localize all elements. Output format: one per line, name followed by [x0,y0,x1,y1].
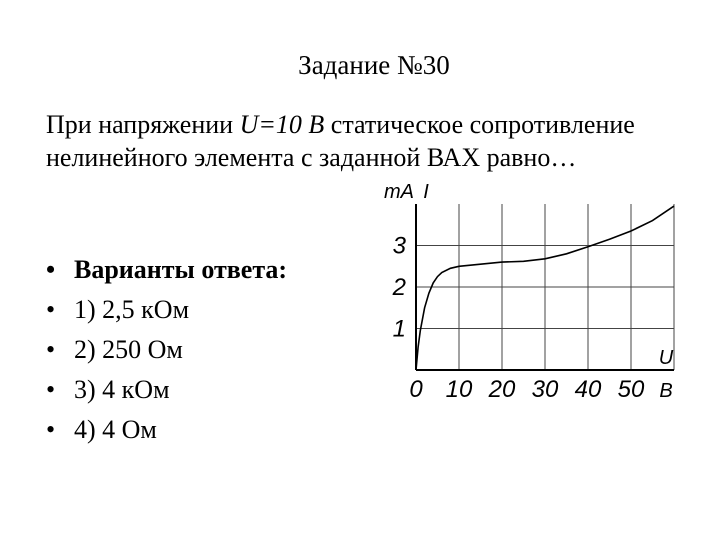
y-tick-label-2: 3 [392,232,406,260]
y-tick-label-0: 1 [392,315,406,343]
title-number: №30 [397,50,450,80]
x-tick-label-3: 30 [531,376,559,403]
question-before: При напряжении [46,110,240,139]
x-tick-label-0: 0 [409,376,423,403]
x-tick-label-4: 40 [574,376,602,403]
answer-option-1[interactable]: • 1) 2,5 кОм [46,290,287,330]
question-after: статическое сопротивление нелинейного элемента с заданной ВАХ равно… [46,110,635,172]
x-tick-label-1: 10 [445,376,473,403]
y-axis-unit: mA [384,181,414,203]
answer-option-3[interactable]: • 3) 4 кОм [46,370,287,410]
x-axis-label: U [658,347,674,369]
x-tick-label-2: 20 [488,376,516,403]
y-axis-label: I [423,181,429,203]
answer-heading: • Варианты ответа: [46,250,287,290]
answer-option-4[interactable]: • 4) 4 Ом [46,410,287,450]
x-tick-label-5: 50 [617,376,645,403]
answer-option-2[interactable]: • 2) 250 Ом [46,330,287,370]
x-axis-unit: В [659,380,673,402]
y-tick-label-1: 2 [392,274,406,301]
question-condition: U=10 В [239,110,325,139]
title-prefix: Задание [298,50,391,80]
